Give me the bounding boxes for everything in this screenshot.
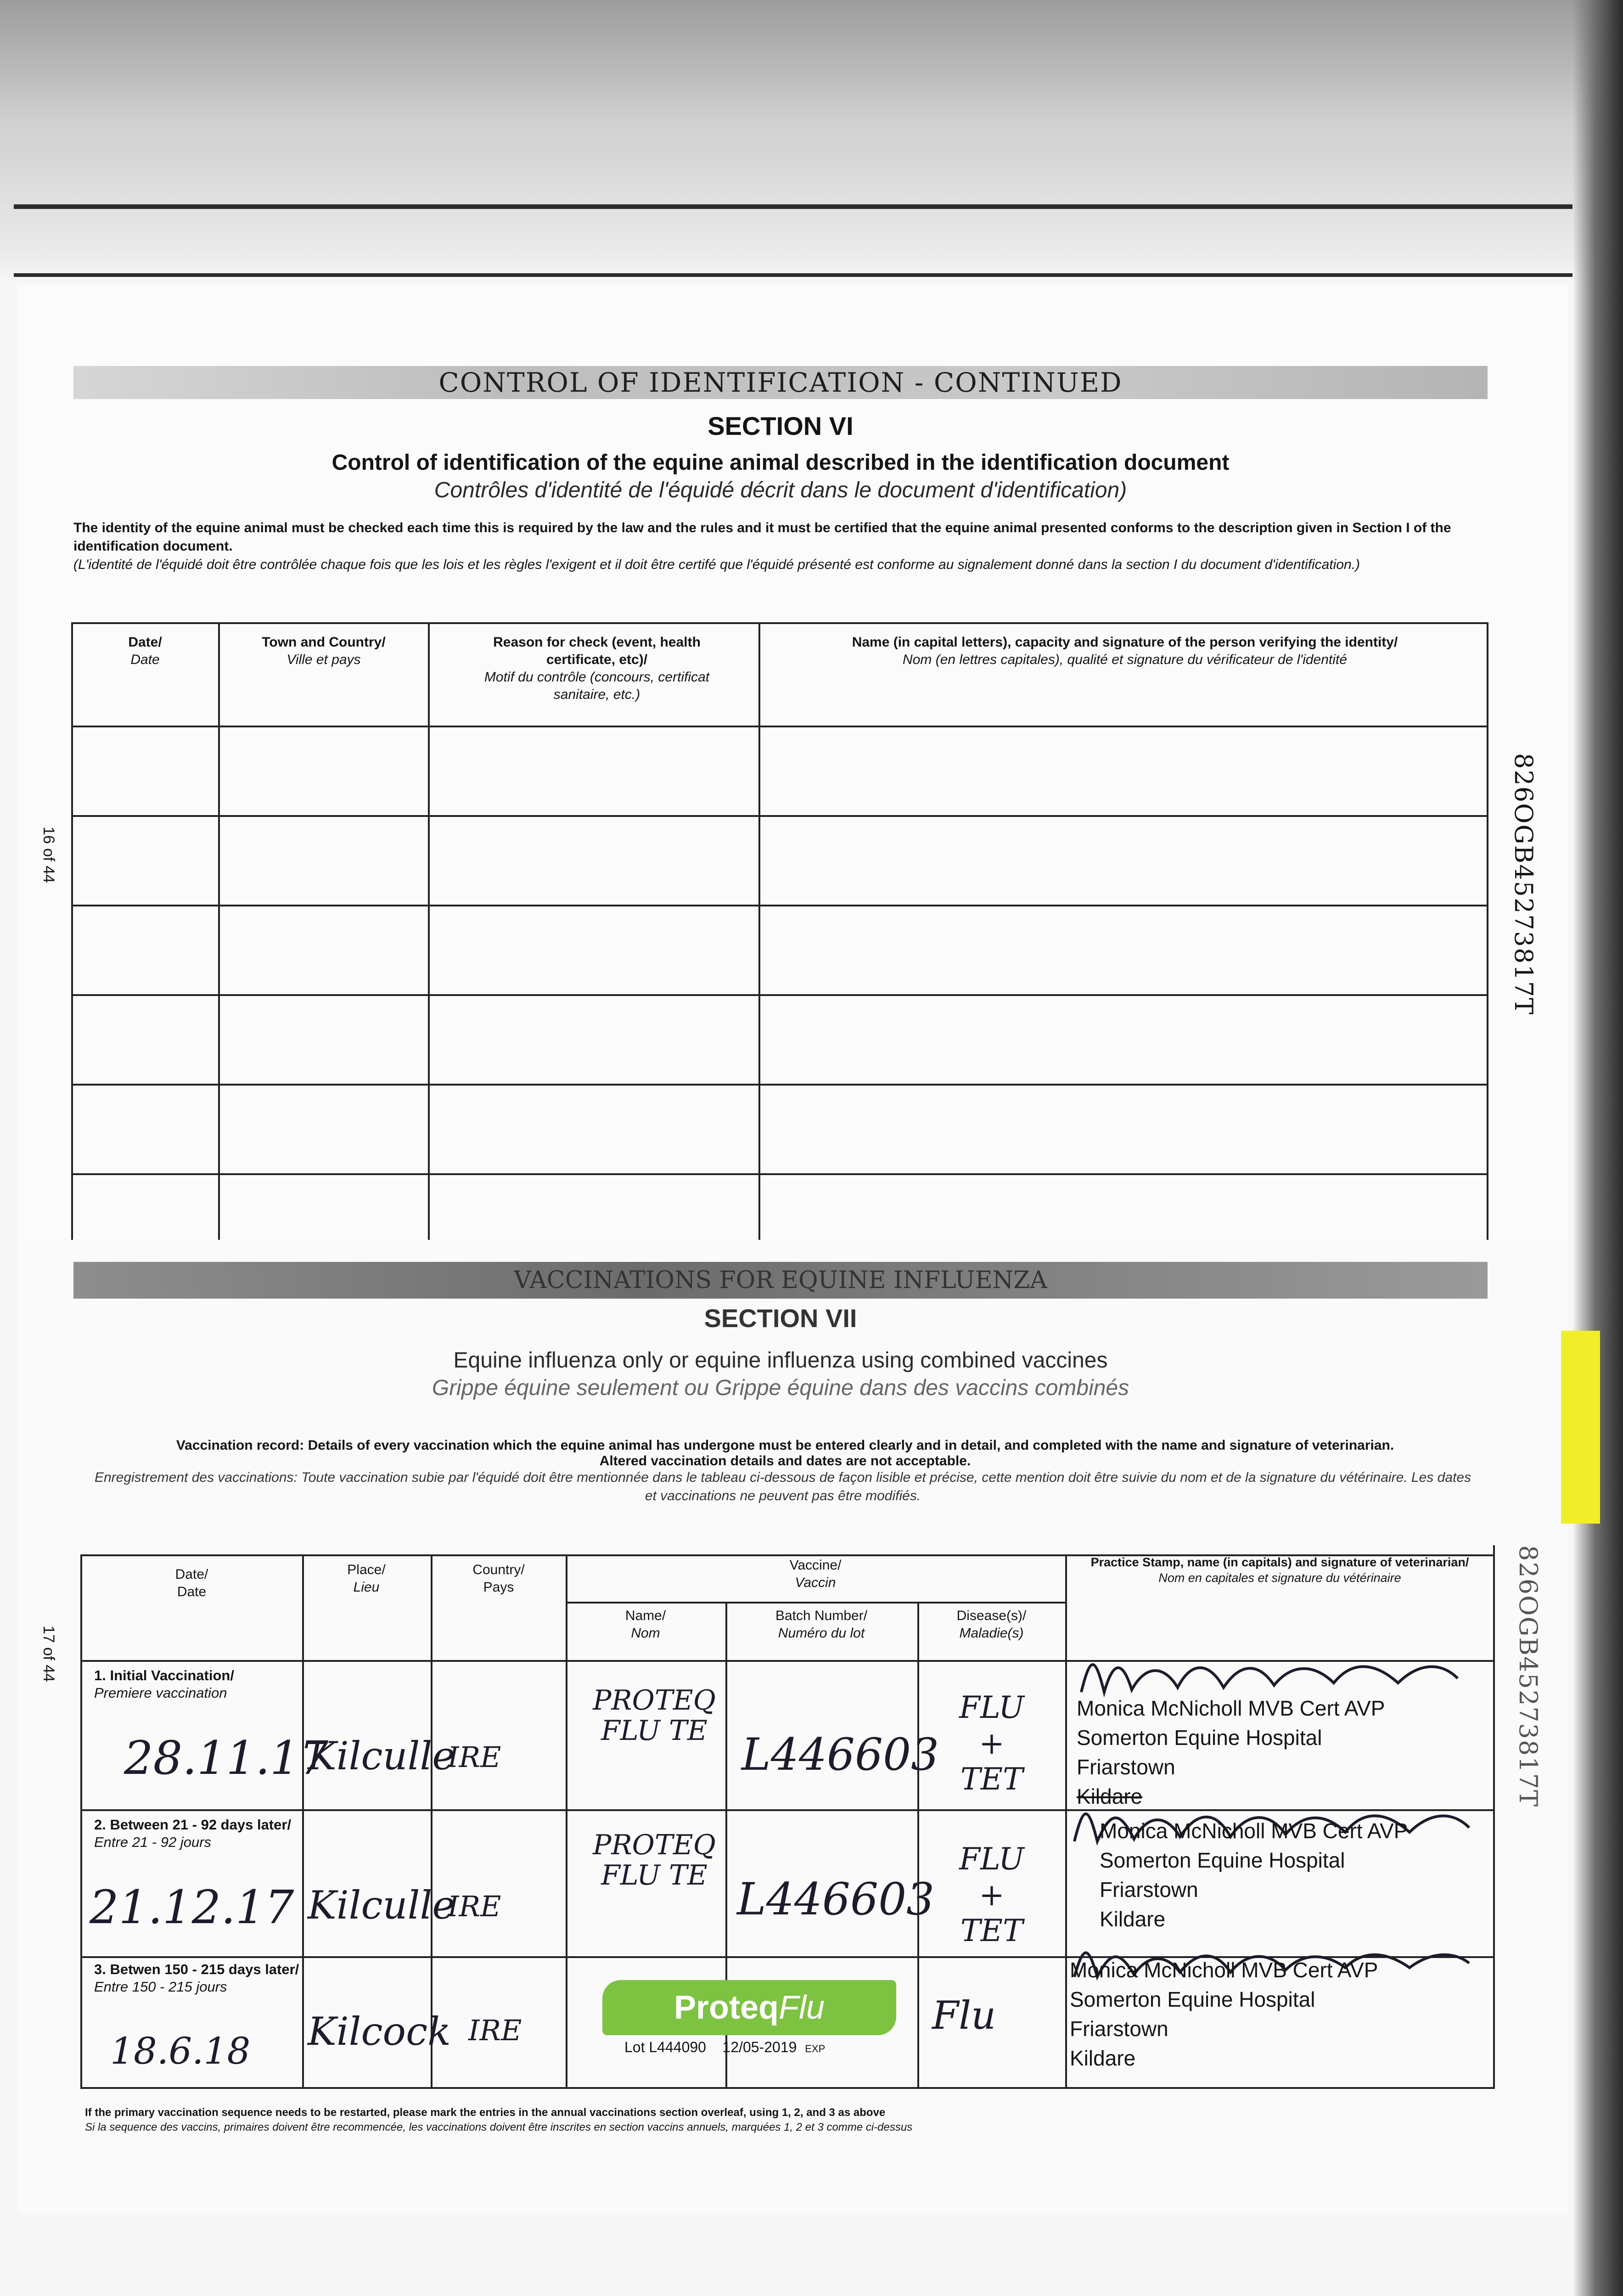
page-number-17: 17 of 44 [40,1626,57,1682]
section6-note-fr: (L'identité de l'équidé doit être contrôlée chaque fois que les lois et les règles l'exigent et il doit être certifé que l'équidé présenté est conforme au signalement donné dans la section I du document d'identification.) [73,557,1360,572]
page-top-rule [14,204,1572,209]
row1-batch: L446603 [741,1729,939,1780]
vacc-col-country: Country/ Pays [472,1562,525,1595]
row3-disease: Flu [932,1993,996,2038]
side-code-top: 826OGB45273817T [1509,753,1538,1016]
yellow-tab-marker [1561,1331,1600,1524]
row3-label: 3. Betwen 150 - 215 days later/ Entre 150 - 215 jours [94,1961,299,1995]
row2-disease: FLU + TET [959,1841,1024,1948]
section7-banner: VACCINATIONS FOR EQUINE INFLUENZA [73,1262,1488,1299]
row3-country: IRE [468,2014,522,2047]
section7-heading-fr: Grippe équine seulement ou Grippe équine dans des vaccins combinés [432,1376,1129,1400]
row1-stamp: Monica McNicholl MVB Cert AVP Somerton Equine Hospital Friarstown Kildare [1077,1696,1385,1808]
row2-label: 2. Between 21 - 92 days later/ Entre 21 - 92 jours [94,1817,292,1850]
footer-en: If the primary vaccination sequence needs to be restarted, please mark the entries in the annual vaccinations section overleaf, using 1, 2, and 3 as above [85,2106,886,2119]
row1-date: 28.11.17 [124,1731,329,1785]
row2-place: Kilculle [308,1883,455,1928]
footer-fr: Si la sequence des vaccins, primaires doivent être recommencée, les vaccinations doivent être inscrites en section vaccins annuels, marquées 1, 2 et 3 comme ci-dessus [85,2121,913,2133]
col-date-header: Date/ Date [128,635,162,667]
vacc-col-stamp: Practice Stamp, name (in capitals) and signature of veterinarian/ Nom en capitales et signature du vétérinaire [1090,1555,1469,1585]
page-number-16: 16 of 44 [40,827,57,883]
vacc-col-vaccine: Vaccine/ Vaccin [789,1558,842,1590]
scanner-edge-shadow [1572,0,1623,2296]
row3-place: Kilcock [308,2009,451,2054]
vacc-col-batch: Batch Number/ Numéro du lot [775,1608,868,1641]
row2-stamp: Monica McNicholl MVB Cert AVP Somerton Equine Hospital Friarstown Kildare [1100,1819,1408,1931]
row1-country: IRE [448,1740,501,1774]
side-code-bottom: 826OGB45273817T [1514,1545,1543,1808]
col-reason-header: Reason for check (event, health certificate, etc)/ Motif du contrôle (concours, certificat sanitaire, etc.) [484,635,710,702]
section6-banner: CONTROL OF IDENTIFICATION - CONTINUED [73,366,1488,399]
section6-note-en: The identity of the equine animal must be checked each time this is required by the law and the rules and it must be certified that the equine animal presented conforms to the description given in Section I of the identification document. [73,520,1451,554]
section6-title: SECTION VI [708,411,854,440]
vacc-col-date: Date/ Date [175,1567,208,1599]
row3-date: 18.6.18 [110,2030,251,2072]
col-verifier-header: Name (in capital letters), capacity and signature of the person verifying the identity/ Nom (en lettres capitales), qualité et signature du vérificateur de l'identité [852,635,1398,667]
section6-heading-en: Control of identification of the equine animal described in the identification document [331,450,1230,475]
vacc-col-disease: Disease(s)/ Maladie(s) [956,1608,1027,1641]
section6-heading-fr: Contrôles d'identité de l'équidé décrit dans le document d'identification) [434,478,1127,502]
row1-disease: FLU + TET [959,1690,1024,1797]
row2-vaccine-name: PROTEQ FLU TE [593,1829,716,1891]
section7-title: SECTION VII [704,1304,857,1333]
row1-vaccine-name: PROTEQ FLU TE [593,1684,716,1747]
col-town-header: Town and Country/ Ville et pays [262,635,386,667]
proteq-flu-sticker: ProteqFlu [602,1980,896,2035]
vaccination-record-en-2: Altered vaccination details and dates are not acceptable. [599,1453,971,1469]
row1-place: Kilculle [308,1733,455,1778]
row2-batch: L446603 [737,1874,935,1925]
vaccination-record-en: Vaccination record: Details of every vaccination which the equine animal has undergone must be entered clearly and in detail, and completed with the name and signature of veterinarian. [176,1438,1394,1453]
row3-stamp: Monica McNicholl MVB Cert AVP Somerton Equine Hospital Friarstown Kildare [1070,1958,1378,2070]
section7-heading-en: Equine influenza only or equine influenza using combined vaccines [453,1348,1108,1373]
sticker-lot-exp: Lot L444090 12/05-2019 EXP [624,2039,826,2055]
page-top-rule-2 [14,273,1572,277]
vaccination-record-fr: Enregistrement des vaccinations: Toute vaccination subie par l'équidé doit être mentionnée dans le tableau ci-dessous de façon lisible et précise, cette mention doit être suivie du nom et de la signature du vétérinaire. Les dates et vaccinations ne peuvent pas être modifiés. [94,1470,1471,1503]
row2-date: 21.12.17 [90,1880,294,1934]
row2-country: IRE [448,1890,501,1923]
vacc-col-place: Place/ Lieu [347,1562,386,1595]
vacc-col-name: Name/ Nom [625,1608,666,1641]
row1-label: 1. Initial Vaccination/ Premiere vaccination [94,1667,234,1701]
